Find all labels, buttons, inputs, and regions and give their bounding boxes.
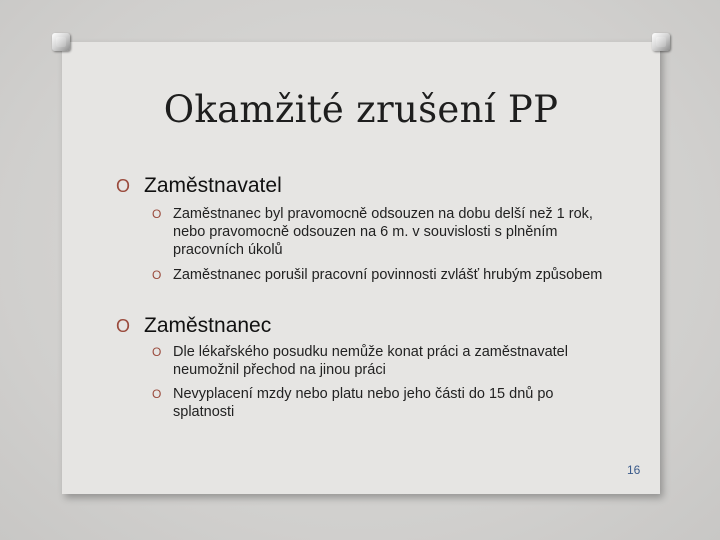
list-item-text: Zaměstnanec porušil pracovní povinnosti zvlášť hrubým způsobem [173,267,603,283]
page-number: 16 [627,463,641,477]
list-item-text: Dle lékařského posudku nemůže konat práci a zaměstnavatel neumožnil přechod na jinou práci [173,344,568,378]
list-item [152,385,612,421]
bullet-marker-icon: O [152,207,162,221]
bullet-marker-icon: O [152,387,162,401]
bullet-marker-icon: O [116,316,131,336]
section-heading-label: Zaměstnanec [144,314,272,337]
section-heading-employer [116,174,282,198]
bullet-marker-icon: O [116,176,131,196]
list-item [152,266,612,284]
list-item [152,343,612,379]
section-heading-label: Zaměstnavatel [144,174,282,197]
bullet-marker-icon: O [152,268,162,282]
bullet-marker-icon: O [152,345,162,359]
thumbtack-icon [52,33,70,51]
list-item-text: Nevyplacení mzdy nebo platu nebo jeho části do 15 dnů po splatnosti [173,386,554,420]
list-item [152,205,612,259]
thumbtack-icon [652,33,670,51]
section-heading-employee [116,314,271,338]
slide-title: Okamžité zrušení PP [163,88,559,131]
list-item-text: Zaměstnanec byl pravomocně odsouzen na dobu delší než 1 rok, nebo pravomocně odsouzen na 6 m. v souvislosti s plněním pracovních úkolů [173,206,593,258]
